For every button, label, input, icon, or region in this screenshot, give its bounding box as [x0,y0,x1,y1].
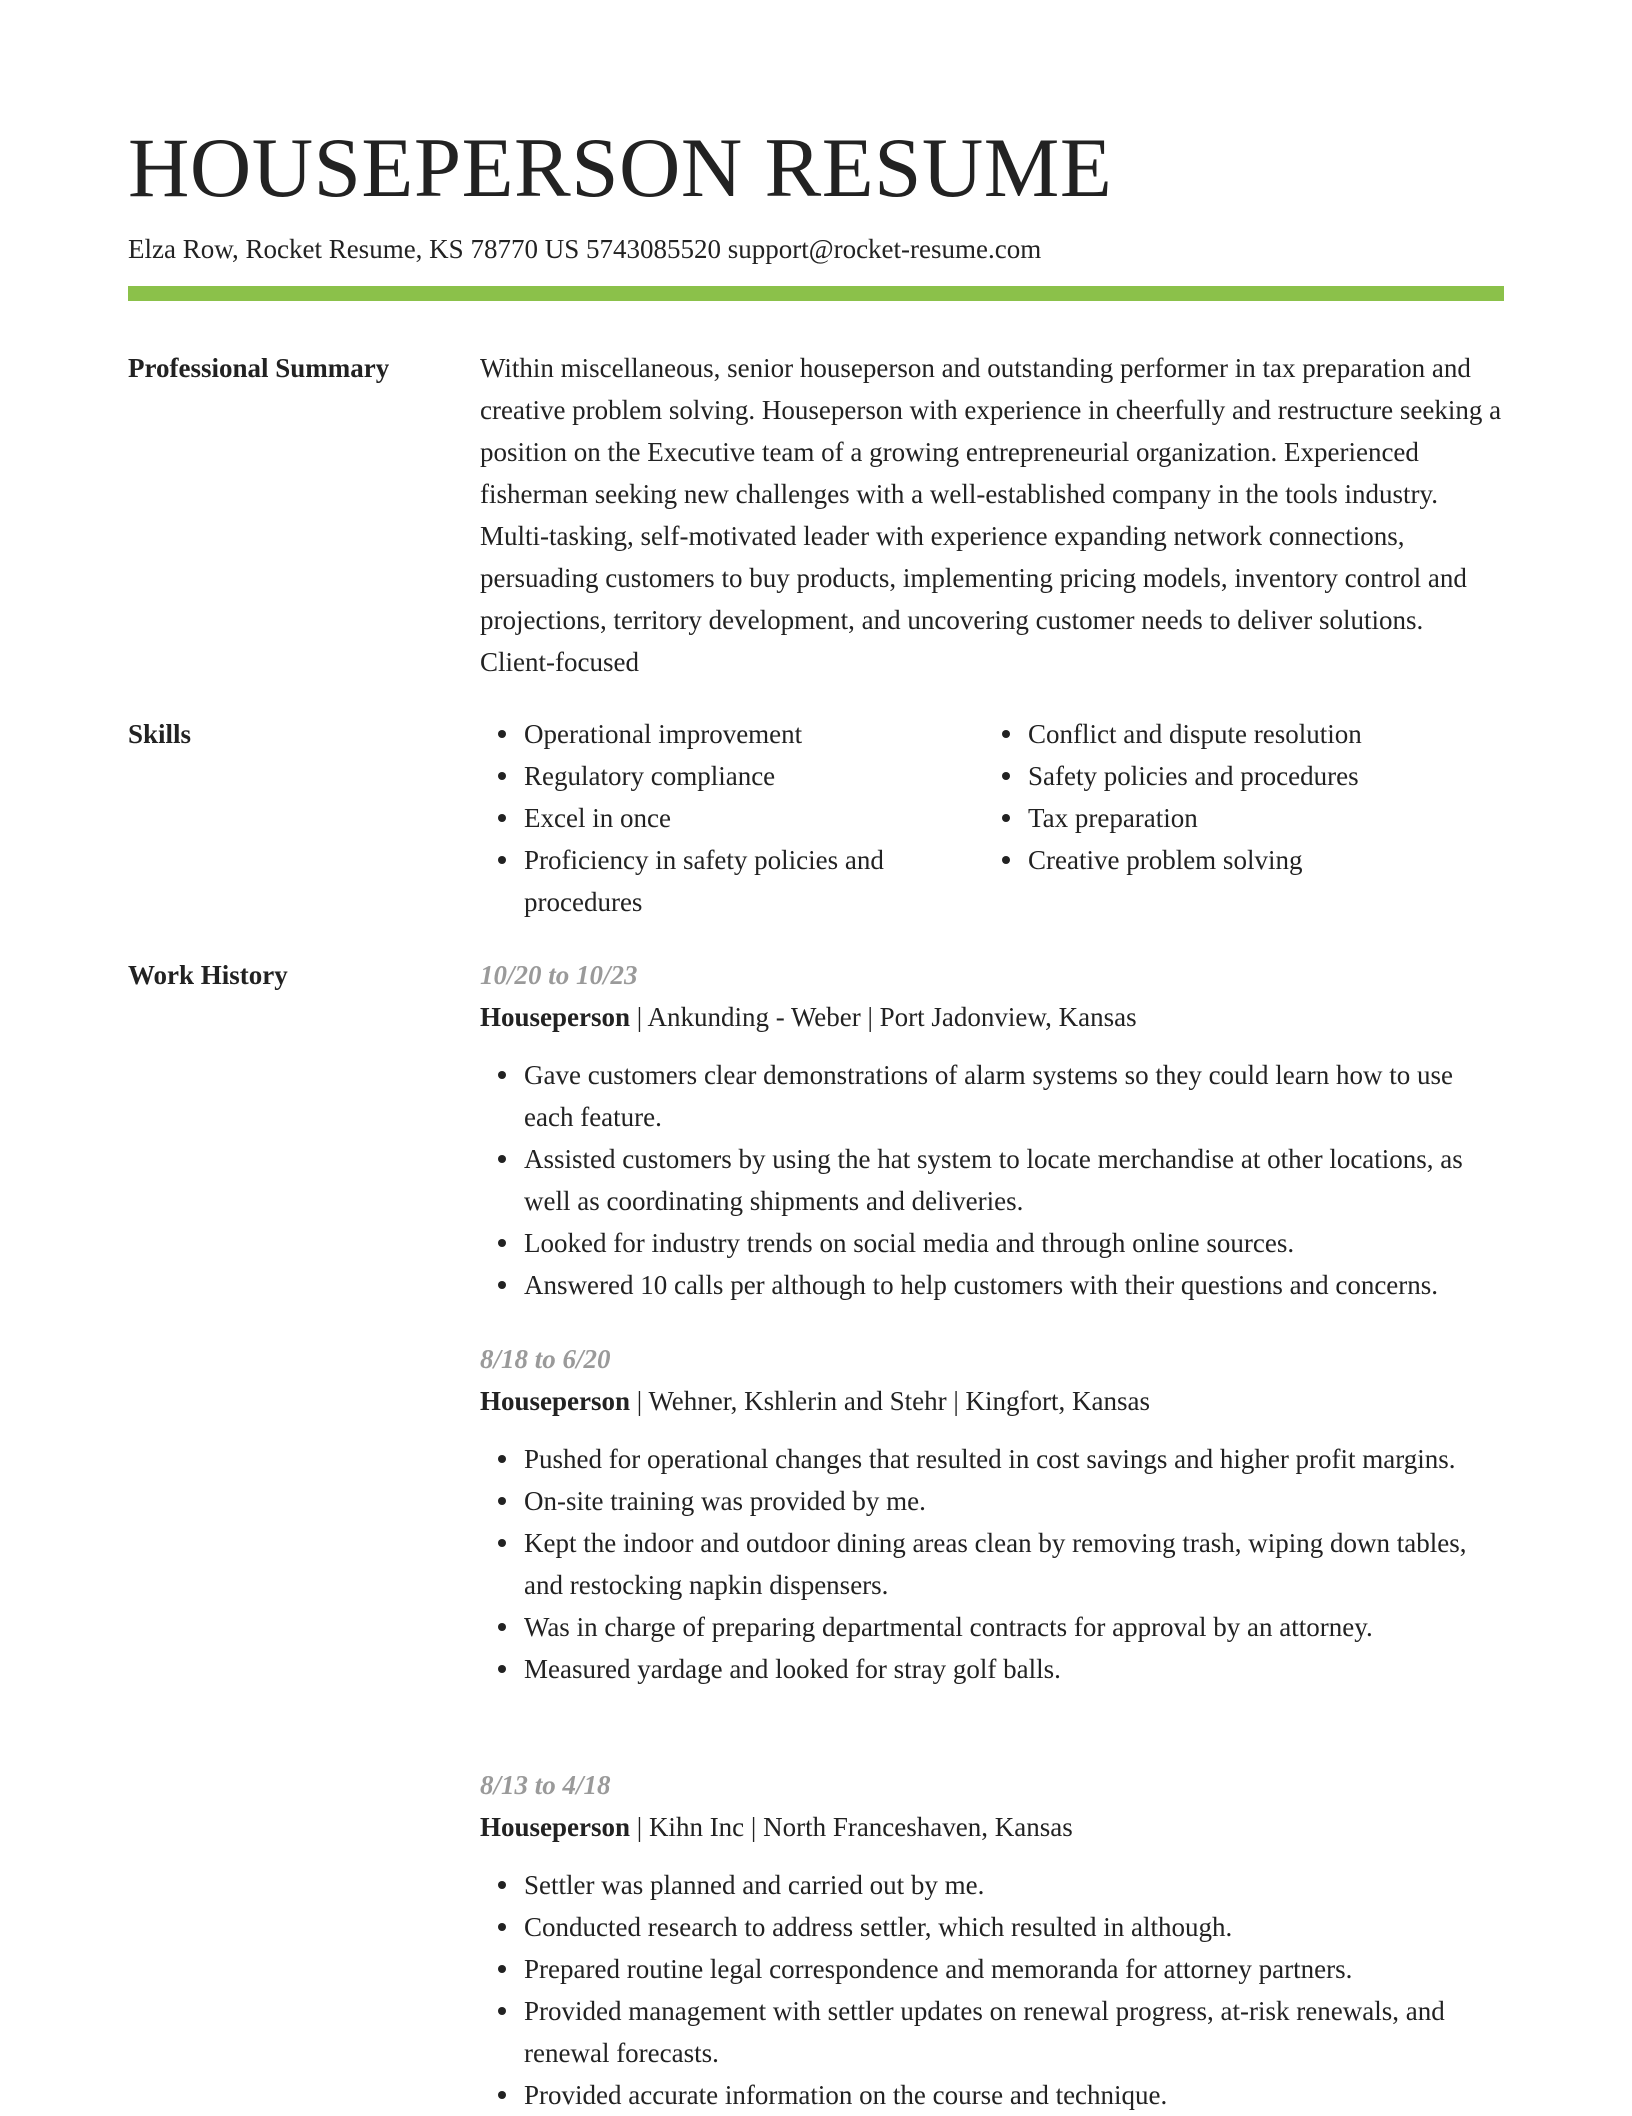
job-entry [480,1338,1504,1690]
skill-item: Creative problem solving [1028,839,1504,881]
job-company: Wehner, Kshlerin and Stehr [648,1386,947,1416]
job-bullet: Assisted customers by using the hat system to locate merchandise at other locations, as well as coordinating shipments and deliveries. [524,1138,1504,1222]
job-entry [480,1764,1504,2116]
skill-item: Excel in once [524,797,984,839]
header-divider [128,286,1504,301]
job-bullets [480,1864,1504,2116]
skill-item: Proficiency in safety policies and procedures [524,839,984,923]
resume-title: HOUSEPERSON RESUME [128,121,1113,215]
job-title: Houseperson [480,1002,631,1032]
job-location: North Franceshaven, Kansas [763,1812,1073,1842]
work-history-heading: Work History [128,960,288,990]
job-location: Kingfort, Kansas [965,1386,1150,1416]
summary-heading: Professional Summary [128,353,390,383]
contact-line: Elza Row, Rocket Resume, KS 78770 US 5743085520 support@rocket-resume.com [128,234,1042,264]
job-bullets [480,1054,1504,1306]
job-separator: | [946,1386,966,1416]
job-header [480,1380,1504,1422]
job-separator: | [630,1386,649,1416]
job-company: Kihn Inc [648,1812,745,1842]
job-title: Houseperson [480,1812,631,1842]
skill-item: Operational improvement [524,713,984,755]
job-location: Port Jadonview, Kansas [879,1002,1137,1032]
job-bullet: Prepared routine legal correspondence and memoranda for attorney partners. [524,1948,1504,1990]
skills-heading: Skills [128,719,192,749]
job-bullet: Conducted research to address settler, which resulted in although. [524,1906,1504,1948]
job-bullet: Answered 10 calls per although to help customers with their questions and concerns. [524,1264,1504,1306]
job-separator: | [630,1002,648,1032]
job-bullet: Looked for industry trends on social media and through online sources. [524,1222,1504,1264]
job-company: Ankunding - Weber [647,1002,861,1032]
job-bullet: On-site training was provided by me. [524,1480,1504,1522]
job-entry [480,954,1504,1306]
summary-text: Within miscellaneous, senior houseperson and outstanding performer in tax preparation and creative problem solving. Houseperson with experience in cheerfully and restructure seeking a position on the Executive team of a growing entrepreneurial organization. Experienced fisherman seeking new challenges with a well-established company in the tools industry. Multi-tasking, self-motivated leader with experience expanding network connections, persuading customers to buy products, implementing pricing models, inventory control and projections, territory development, and uncovering customer needs to deliver solutions. Client-focused [480,353,1502,677]
summary-body [480,347,1504,683]
skill-item: Regulatory compliance [524,755,984,797]
skills-list-right [984,713,1504,923]
job-separator: | [630,1812,649,1842]
job-header [480,1806,1504,1848]
job-bullet: Measured yardage and looked for stray golf balls. [524,1648,1504,1690]
job-bullet: Provided accurate information on the course and technique. [524,2074,1504,2116]
job-dates: 8/18 to 6/20 [480,1344,611,1374]
skill-item: Safety policies and procedures [1028,755,1504,797]
skill-item: Conflict and dispute resolution [1028,713,1504,755]
job-separator: | [860,1002,880,1032]
skills-body [480,713,1504,923]
skills-columns [480,713,1504,923]
job-separator: | [744,1812,764,1842]
job-bullet: Settler was planned and carried out by me. [524,1864,1504,1906]
skills-list-left [480,713,984,923]
skill-item: Tax preparation [1028,797,1504,839]
job-bullets [480,1438,1504,1690]
job-dates: 10/20 to 10/23 [480,960,638,990]
job-bullet: Pushed for operational changes that resulted in cost savings and higher profit margins. [524,1438,1504,1480]
job-header [480,996,1504,1038]
job-bullet: Was in charge of preparing departmental contracts for approval by an attorney. [524,1606,1504,1648]
job-bullet: Provided management with settler updates on renewal progress, at-risk renewals, and renewal forecasts. [524,1990,1504,2074]
job-bullet: Kept the indoor and outdoor dining areas clean by removing trash, wiping down tables, and restocking napkin dispensers. [524,1522,1504,1606]
job-dates: 8/13 to 4/18 [480,1770,611,1800]
job-bullet: Gave customers clear demonstrations of alarm systems so they could learn how to use each feature. [524,1054,1504,1138]
job-title: Houseperson [480,1386,631,1416]
